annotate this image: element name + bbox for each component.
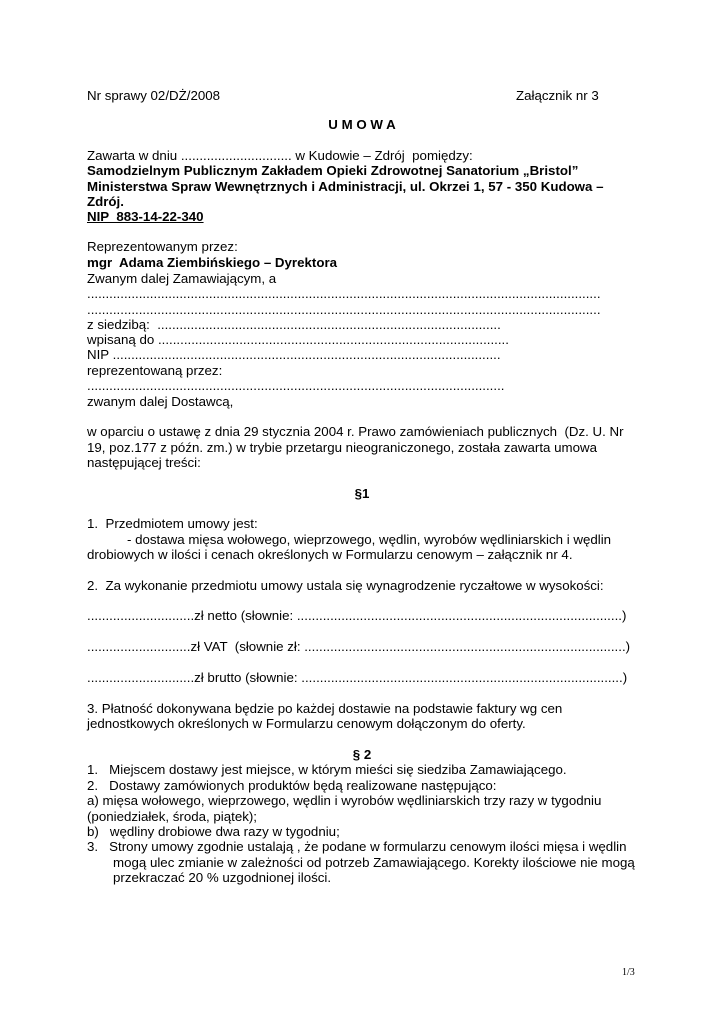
- supplier-nip: NIP .........................................................................................................: [87, 347, 501, 362]
- section1-point1-item-cont: drobiowych w ilości i cenach określonych w Formularzu cenowym – załącznik nr 4.: [87, 547, 573, 562]
- attachment-label: Załącznik nr 3: [516, 88, 599, 103]
- legal-basis-line2: 19, poz.177 z późn. zm.) w trybie przetargu nieograniczonego, została zawarta umowa: [87, 440, 597, 455]
- supplier-designation: zwanym dalej Dostawcą,: [87, 394, 234, 409]
- section1-point2: 2. Za wykonanie przedmiotu umowy ustala się wynagrodzenie ryczałtowe w wysokości:: [87, 578, 604, 593]
- legal-basis-line3: następującej treści:: [87, 455, 201, 470]
- org-name-line3: Zdrój.: [87, 194, 124, 209]
- represented-by-label: Reprezentowanym przez:: [87, 239, 238, 254]
- concluded-line: Zawarta w dniu .............................. w Kudowie – Zdrój pomiędzy:: [87, 148, 473, 163]
- contract-title: U M O W A: [328, 117, 396, 132]
- section1-point3-line1: 3. Płatność dokonywana będzie po każdej dostawie na podstawie faktury wg cen: [87, 701, 563, 716]
- section2-item3-line2: mogą ulec zmianie w zależności od potrzeb Zamawiającego. Korekty ilościowe nie mogą: [113, 855, 635, 870]
- buyer-designation: Zwanym dalej Zamawiającym, a: [87, 271, 277, 286]
- director-name: mgr Adama Ziembińskiego – Dyrektora: [87, 255, 338, 270]
- section2-item2a-line2: (poniedziałek, środa, piątek);: [87, 809, 257, 824]
- supplier-registry: wpisaną do ...............................................................................................: [87, 332, 509, 347]
- supplier-blank-line2: ...........................................................................................................................................: [87, 302, 601, 317]
- net-amount-line: .............................zł netto (słownie: ........................................................................................): [87, 608, 627, 623]
- section2-heading: § 2: [352, 747, 372, 762]
- section2-item3-line3: przekraczać 20 % uzgodnionej ilości.: [113, 870, 332, 885]
- supplier-representative-blank: .................................................................................................................: [87, 378, 505, 393]
- section1-heading: §1: [354, 486, 370, 501]
- supplier-seat: z siedzibą: .............................................................................................: [87, 317, 501, 332]
- org-name-line1: Samodzielnym Publicznym Zakładem Opieki Zdrowotnej Sanatorium „Bristol”: [87, 163, 579, 178]
- org-nip: NIP 883-14-22-340: [87, 209, 204, 224]
- section2-item3-line1: 3. Strony umowy zgodnie ustalają , że podane w formularzu cenowym ilości mięsa i wędlin: [87, 839, 627, 854]
- section2-item2: 2. Dostawy zamówionych produktów będą realizowane następująco:: [87, 778, 497, 793]
- legal-basis-line1: w oparciu o ustawę z dnia 29 stycznia 2004 r. Prawo zamówieniach publicznych (Dz. U. Nr: [87, 424, 624, 439]
- section1-point1: 1. Przedmiotem umowy jest:: [87, 516, 258, 531]
- org-name-line2: Ministerstwa Spraw Wewnętrznych i Administracji, ul. Okrzei 1, 57 - 350 Kudowa –: [87, 179, 604, 194]
- supplier-represented-label: reprezentowaną przez:: [87, 363, 223, 378]
- gross-amount-line: .............................zł brutto (słownie: .......................................................................................): [87, 670, 628, 685]
- section1-point3-line2: jednostkowych określonych w Formularzu cenowym dołączonym do oferty.: [87, 716, 526, 731]
- section2-item2b: b) wędliny drobiowe dwa razy w tygodniu;: [87, 824, 340, 839]
- section1-point1-item: - dostawa mięsa wołowego, wieprzowego, wędlin, wyrobów wędliniarskich i wędlin: [127, 532, 612, 547]
- section2-item1: 1. Miejscem dostawy jest miejsce, w którym mieści się siedziba Zamawiającego.: [87, 762, 567, 777]
- vat-amount-line: ............................zł VAT (słownie zł: .......................................................................................): [87, 639, 631, 654]
- case-number: Nr sprawy 02/DŻ/2008: [87, 88, 221, 103]
- supplier-blank-line1: ...........................................................................................................................................: [87, 286, 601, 301]
- section2-item2a-line1: a) mięsa wołowego, wieprzowego, wędlin i wyrobów wędliniarskich trzy razy w tygodniu: [87, 793, 602, 808]
- page-number: 1/3: [622, 967, 635, 978]
